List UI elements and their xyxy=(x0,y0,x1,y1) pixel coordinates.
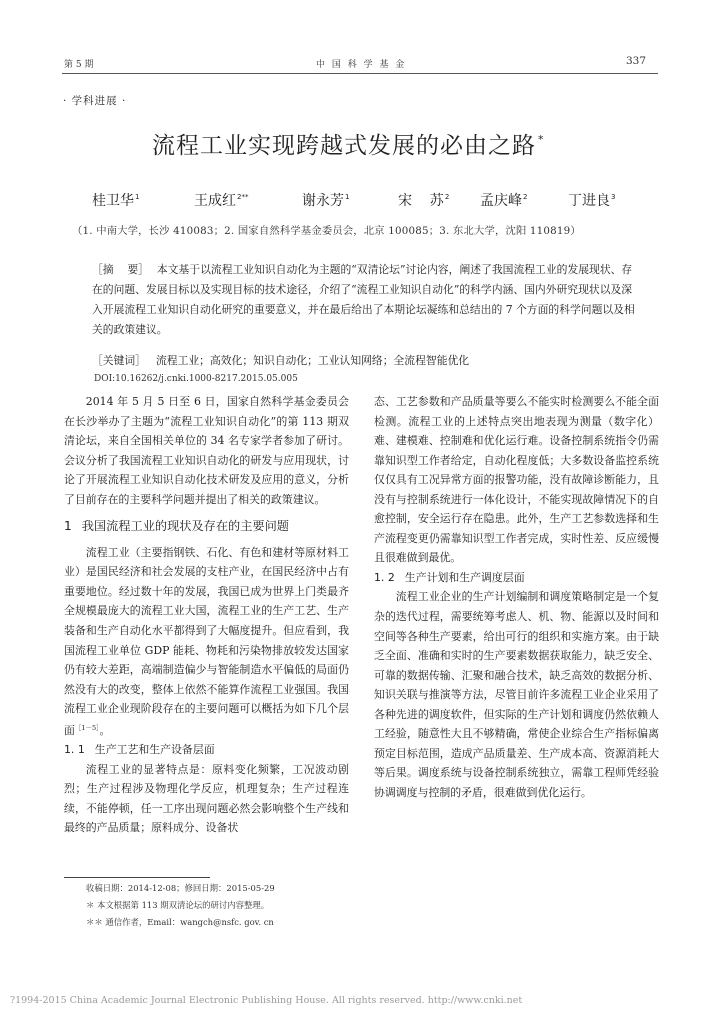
header-rule xyxy=(62,73,658,74)
body-paragraph: 态、工艺参数和产品质量等要么不能实时检测要么不能全面检测。流程工业的上述特点突出地表现为测量（数字化）难、建模难、控制难和优化运行难。设备控制系统指令仍需靠知识型工作者给定，自动化程度低；大多数设备监控系统仅仅具有工况异常方面的报警功能，没有故障诊断能力，且没有与控制系统进行一体化设计，不能实现故障情况下的自愈控制，安全运行存在隐患。此外，生产工艺参数选择和生产流程变更仍需靠知识型工作者完成，实时性差、反应缓慢且很难做到最优。 xyxy=(374,395,659,565)
author: 王成红$^{2**}$ xyxy=(194,193,249,209)
footnote-corresponding-author: ＊＊ 通信作者，Email：wangch@nsfc. gov. cn xyxy=(86,917,274,927)
issue-label: 第 5 期 xyxy=(64,60,94,70)
author: 宋 苏$^2$ xyxy=(398,193,450,209)
body-paragraph: 流程工业企业的生产计划编制和调度策略制定是一个复杂的迭代过程，需要统筹考虑人、机、物、能源以及时间和空间等各种生产要素，给出可行的组织和实施方案。由于缺乏全面、准确和实时的生产要素数据获取能力，缺乏安全、可靠的数据传输、汇聚和融合技术，缺乏高效的数据分析、知识关联与推演等方法，尽管目前许多流程工业企业采用了各种先进的调度软件，但实际的生产计划和调度仍然依赖人工经验，随意性大且不够精确，常使企业综合生产指标偏离预定目标范围，造成产品质量差、生产成本高、资源消耗大等后果。调度系统与设备控制系统独立，需靠工程师凭经验协调调度与控制的矛盾，很难做到优化运行。 xyxy=(374,590,659,799)
subsection-heading: 1. 2 生产计划和生产调度层面 xyxy=(374,570,525,584)
keywords-text: 流程工业；高效化；知识自动化；工业认知网络；全流程智能优化 xyxy=(155,354,470,367)
author: 丁进良$^3$ xyxy=(568,193,616,209)
affiliations: （1. 中南大学，长沙 410083；2. 国家自然科学基金委员会，北京 100085；3. 东北大学，沈阳 110819） xyxy=(72,225,581,237)
body-paragraph: 流程工业（主要指钢铁、石化、有色和建材等原材料工业）是国民经济和社会发展的支柱产业，在国民经济中占有重要地位。经过数十年的发展，我国已成为世界上门类最齐全规模最庞大的流程工业大国，流程工业的生产工艺、生产装备和生产自动化水平都得到了大幅度提升。但应看到，我国流程工业单位 GDP 能耗、物耗和污染物排放较发达国家仍有较大差距，高端制造偏少与智能制造水平偏低的局面仍然没有大的改变，整体上依然不能算作流程工业强国。我国流程工业企业现阶段存在的主要问题可以概括为如下几个层面$^{[1-5]}$。 xyxy=(64,545,349,737)
left-column xyxy=(64,392,349,838)
doi: DOI:10.16262/j.cnki.1000-8217.2015.05.005 xyxy=(94,374,298,384)
title-footnote-mark: * xyxy=(538,133,545,146)
subsection-heading: 1. 1 生产工艺和生产设备层面 xyxy=(64,743,215,757)
author-list xyxy=(0,190,724,210)
footnote-rule xyxy=(64,877,210,878)
right-column xyxy=(374,392,659,802)
footnote-forum: ＊ 本文根据第 113 期双清论坛的研讨内容整理。 xyxy=(86,900,270,910)
abstract-label: ［摘 要］ xyxy=(92,263,149,276)
author: 谢永芳$^1$ xyxy=(302,193,350,209)
keywords-label: ［关键词］ xyxy=(92,354,146,367)
section-heading: 1 我国流程工业的现状及存在的主要问题 xyxy=(64,519,289,534)
author: 桂卫华$^1$ xyxy=(92,193,140,209)
citation: ［1－5］ xyxy=(74,723,100,732)
abstract xyxy=(92,260,640,340)
section-tag: · 学科进展 · xyxy=(63,95,127,107)
abstract-text: 本文基于以流程工业知识自动化为主题的“双清论坛”讨论内容，阐述了我国流程工业的发展现状、存在的问题、发展目标以及实现目标的技术途径，介绍了“流程工业知识自动化”的科学内涵、国内外研究现状以及深入开展流程工业知识自动化研究的重要意义，并在最后给出了本期论坛凝练和总结出的 7 个方面的科学问题以及相关的政策建议。 xyxy=(92,263,635,336)
keywords xyxy=(92,353,469,368)
article-title xyxy=(152,127,545,160)
intro-paragraph: 2014 年 5 月 5 日至 6 日，国家自然科学基金委员会在长沙举办了主题为“流程工业知识自动化”的第 113 期双清论坛，来自全国相关单位的 34 名专家学者参加了研讨。会议分析了我国流程工业知识自动化的研发与应用现状，讨论了开展流程工业知识自动化技术研发及应用的意义，分析了目前存在的主要科学问题并提出了相关的政策建议。 xyxy=(64,395,349,506)
page-number: 337 xyxy=(626,55,647,67)
body-paragraph: 流程工业的显著特点是：原料变化频繁，工况波动剧烈；生产过程涉及物理化学反应，机理复杂；生产过程连续，不能停顿，任一工序出现问题必然会影响整个生产线和最终的产品质量；原料成分、设备状 xyxy=(64,762,349,835)
journal-name: 中 国 科 学 基 金 xyxy=(316,60,407,70)
received-dates: 收稿日期：2014-12-08；修回日期：2015-05-29 xyxy=(86,883,275,893)
copyright-footer: ?1994-2015 China Academic Journal Electronic Publishing House. All rights reserved. http://www.cnki.net xyxy=(10,995,523,1006)
author: 孟庆峰$^2$ xyxy=(480,193,528,209)
title-text: 流程工业实现跨越式发展的必由之路 xyxy=(152,133,536,159)
footnotes xyxy=(86,880,275,931)
